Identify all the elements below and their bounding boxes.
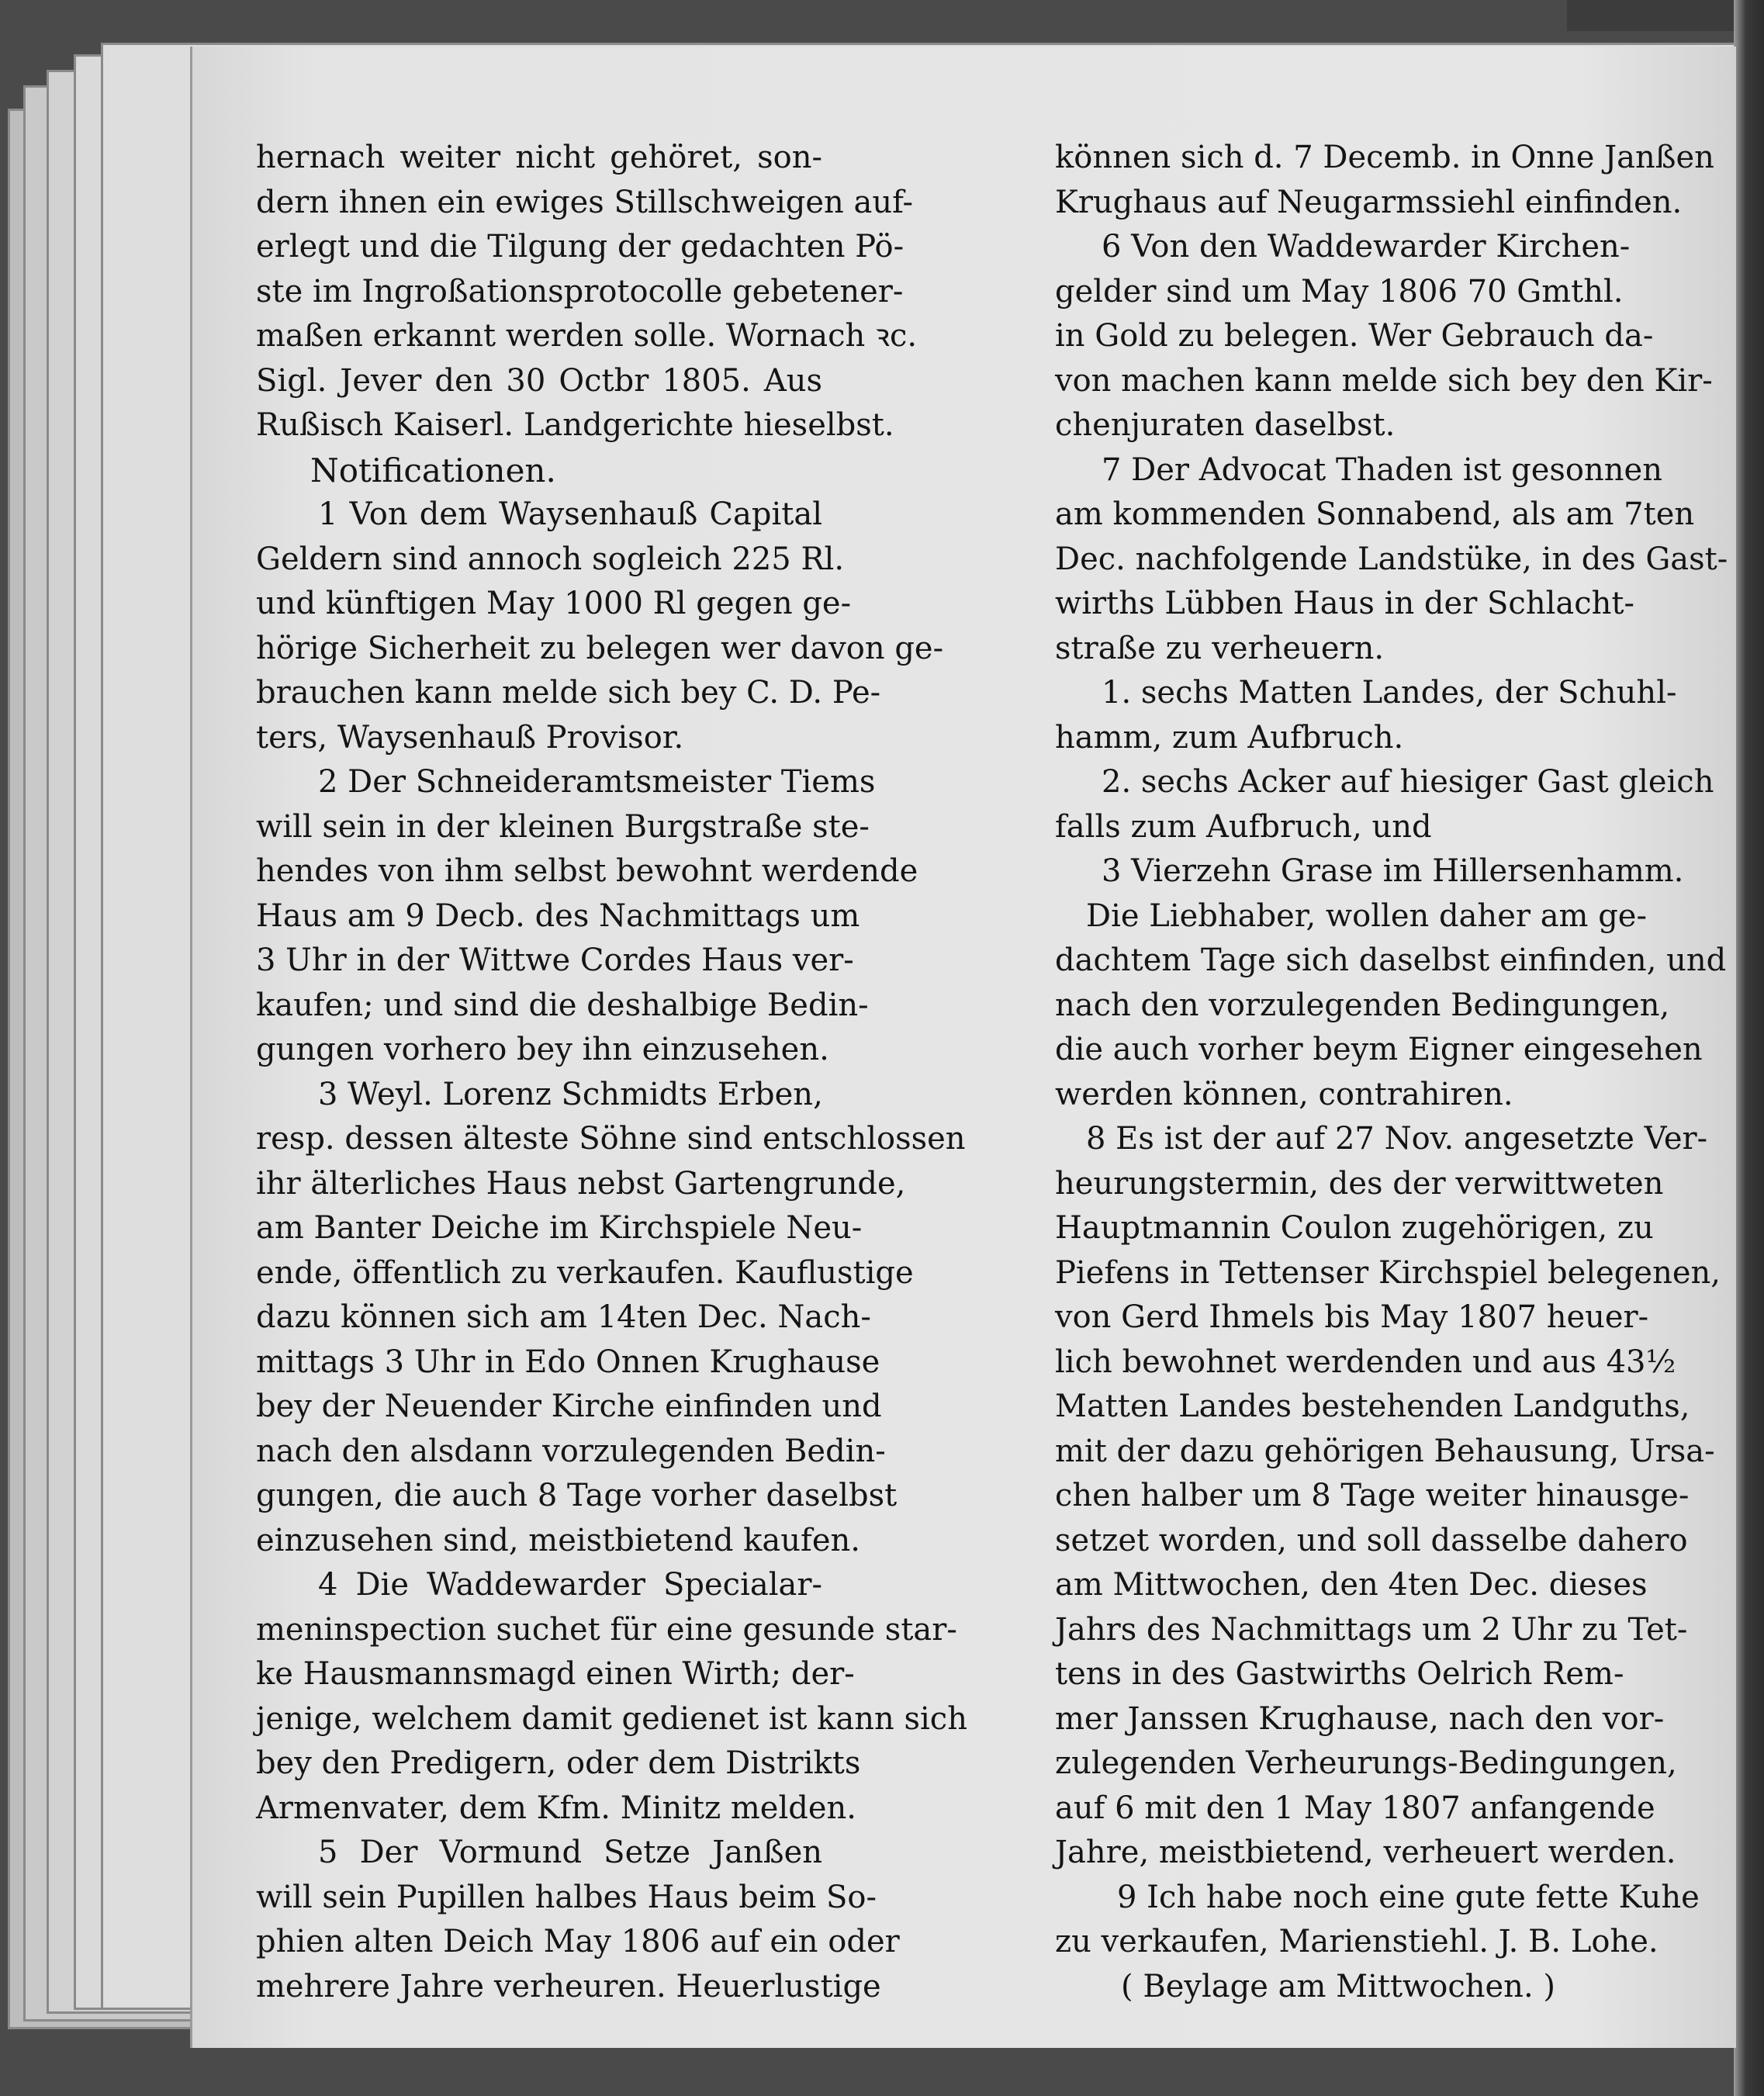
text-line: dern ihnen ein ewiges Stillschweigen auf- [256, 184, 914, 220]
text-line: resp. dessen älteste Söhne sind entschlossen [256, 1121, 966, 1157]
text-line: 6 Von den Waddewarder Kirchen- [1102, 229, 1631, 265]
text-line: jenige, welchem damit gedienet ist kann sich [256, 1700, 967, 1737]
text-line: ende, öffentlich zu verkaufen. Kauflustige [256, 1254, 914, 1291]
text-line: ihr älterliches Haus nebst Gartengrunde, [256, 1165, 906, 1202]
text-line: ste im Ingroßationsprotocolle gebetener- [256, 273, 904, 310]
text-line: Jahrs des Nachmittags um 2 Uhr zu Tet- [1055, 1611, 1688, 1648]
text-line: 4 Die Waddewarder Specialar- [318, 1567, 822, 1603]
text-line: erlegt und die Tilgung der gedachten Pö- [256, 229, 904, 265]
text-line: meninspection suchet für eine gesunde star- [256, 1611, 957, 1648]
text-line: Haus am 9 Decb. des Nachmittags um [256, 898, 860, 934]
text-line: 1. sechs Matten Landes, der Schuhl- [1102, 675, 1677, 711]
text-line: gungen vorhero bey ihn einzusehen. [256, 1032, 829, 1067]
text-line: ke Hausmannsmagd einen Wirth; der- [256, 1656, 855, 1692]
text-line: 1 Von dem Waysenhauß Capital [318, 496, 822, 532]
text-line: 5 Der Vormund Setze Janßen [318, 1835, 822, 1870]
text-line: Geldern sind annoch sogleich 225 Rl. [256, 541, 845, 577]
text-line: 2 Der Schneideramtsmeister Tiems [318, 764, 876, 800]
book-spine [1734, 0, 1764, 2096]
text-line: von Gerd Ihmels bis May 1807 heuer- [1055, 1299, 1649, 1335]
text-line: werden können, contrahiren. [1055, 1076, 1513, 1112]
text-line: Sigl. Jever den 30 Octbr 1805. Aus [256, 362, 822, 399]
text-line: Krughaus auf Neugarmssiehl einfinden. [1055, 184, 1683, 220]
text-line: maßen erkannt werden solle. Wornach ꝛc. [256, 318, 918, 354]
text-line: von machen kann melde sich bey den Kir- [1055, 362, 1713, 399]
text-line: 3 Weyl. Lorenz Schmidts Erben, [318, 1076, 823, 1112]
text-line: 2. sechs Acker auf hiesiger Gast gleich [1102, 764, 1714, 800]
text-line: mer Janssen Krughause, nach den vor- [1055, 1700, 1665, 1737]
text-line: lich bewohnet werdenden und aus 43½ [1055, 1344, 1676, 1380]
text-line: zulegenden Verheurungs-Bedingungen, [1055, 1745, 1677, 1781]
text-line: Jahre, meistbietend, verheuert werden. [1055, 1835, 1676, 1870]
text-line: am Banter Deiche im Kirchspiele Neu- [256, 1210, 863, 1246]
text-line: 7 Der Advocat Thaden ist gesonnen [1102, 451, 1662, 488]
text-line: tens in des Gastwirths Oelrich Rem- [1055, 1656, 1624, 1692]
text-line: wirths Lübben Haus in der Schlacht- [1055, 586, 1634, 621]
text-line: zu verkaufen, Marienstiehl. J. B. Lohe. [1055, 1924, 1659, 1959]
text-line: Matten Landes bestehenden Landguths, [1055, 1389, 1690, 1424]
text-line: die auch vorher beym Eigner eingesehen [1055, 1032, 1703, 1067]
text-line: hörige Sicherheit zu belegen wer davon ge- [256, 630, 944, 666]
text-line: falls zum Aufbruch, und [1055, 808, 1432, 845]
text-line: will sein in der kleinen Burgstraße ste- [256, 808, 870, 845]
text-line: dazu können sich am 14ten Dec. Nach- [256, 1299, 871, 1335]
text-line: heurungstermin, des der verwittweten [1055, 1165, 1664, 1202]
text-line: mit der dazu gehörigen Behausung, Ursa- [1055, 1433, 1715, 1469]
text-line: chen halber um 8 Tage weiter hinausge- [1055, 1478, 1690, 1513]
text-line: in Gold zu belegen. Wer Gebrauch da- [1055, 318, 1654, 354]
text-line: dachtem Tage sich daselbst einfinden, und [1055, 943, 1727, 978]
text-line: setzet worden, und soll dasselbe dahero [1055, 1522, 1688, 1558]
text-line: phien alten Deich May 1806 auf ein oder [256, 1924, 900, 1959]
text-line: hernach weiter nicht gehöret, son- [256, 140, 822, 175]
text-line: Hauptmannin Coulon zugehörigen, zu [1055, 1210, 1654, 1246]
text-line: am Mittwochen, den 4ten Dec. dieses [1055, 1567, 1648, 1603]
text-line: einzusehen sind, meistbietend kaufen. [256, 1522, 860, 1558]
text-line: können sich d. 7 Decemb. in Onne Janßen [1055, 140, 1714, 175]
text-line: nach den alsdann vorzulegenden Bedin- [256, 1433, 886, 1469]
text-line: brauchen kann melde sich bey C. D. Pe- [256, 675, 881, 711]
text-line: chenjuraten daselbst. [1055, 407, 1396, 443]
text-line: straße zu verheuern. [1055, 630, 1385, 666]
footer-note: ( Beylage am Mittwochen. ) [1121, 1968, 1555, 2004]
text-line: hamm, zum Aufbruch. [1055, 719, 1404, 756]
text-line: gungen, die auch 8 Tage vorher daselbst [256, 1478, 898, 1513]
left-text-column [256, 136, 967, 2009]
text-line: 3 Uhr in der Wittwe Cordes Haus ver- [256, 943, 854, 978]
text-line: nach den vorzulegenden Bedingungen, [1055, 987, 1670, 1023]
text-line: Armenvater, dem Kfm. Minitz melden. [256, 1790, 857, 1826]
text-line: am kommenden Sonnabend, als am 7ten [1055, 496, 1695, 532]
text-line: Piefens in Tettenser Kirchspiel belegenen, [1055, 1254, 1721, 1291]
right-text-column [1055, 136, 1728, 2009]
text-line: auf 6 mit den 1 May 1807 anfangende [1055, 1790, 1655, 1826]
text-line: kaufen; und sind die deshalbige Bedin- [256, 987, 869, 1023]
text-line: gelder sind um May 1806 70 Gmthl. [1055, 273, 1624, 310]
text-line: 3 Vierzehn Grase im Hillersenhamm. [1102, 853, 1684, 889]
text-line: Rußisch Kaiserl. Landgerichte hieselbst. [256, 407, 894, 443]
section-heading: Notificationen. [310, 451, 556, 489]
text-line: ters, Waysenhauß Provisor. [256, 719, 684, 756]
text-line: mittags 3 Uhr in Edo Onnen Krughause [256, 1344, 880, 1380]
text-line: hendes von ihm selbst bewohnt werdende [256, 853, 918, 889]
text-line: und künftigen May 1000 Rl gegen ge- [256, 586, 852, 621]
text-line: will sein Pupillen halbes Haus beim So- [256, 1879, 877, 1915]
text-line: Dec. nachfolgende Landstüke, in des Gast- [1055, 541, 1728, 577]
text-line: bey den Predigern, oder dem Distrikts [256, 1745, 861, 1781]
text-line: Die Liebhaber, wollen daher am ge- [1086, 898, 1647, 934]
text-line: mehrere Jahre verheuren. Heuerlustige [256, 1968, 881, 2004]
text-line: bey der Neuender Kirche einfinden und [256, 1389, 882, 1424]
text-line: 9 Ich habe noch eine gute fette Kuhe [1117, 1879, 1700, 1915]
text-line: 8 Es ist der auf 27 Nov. angesetzte Ver- [1086, 1121, 1708, 1157]
